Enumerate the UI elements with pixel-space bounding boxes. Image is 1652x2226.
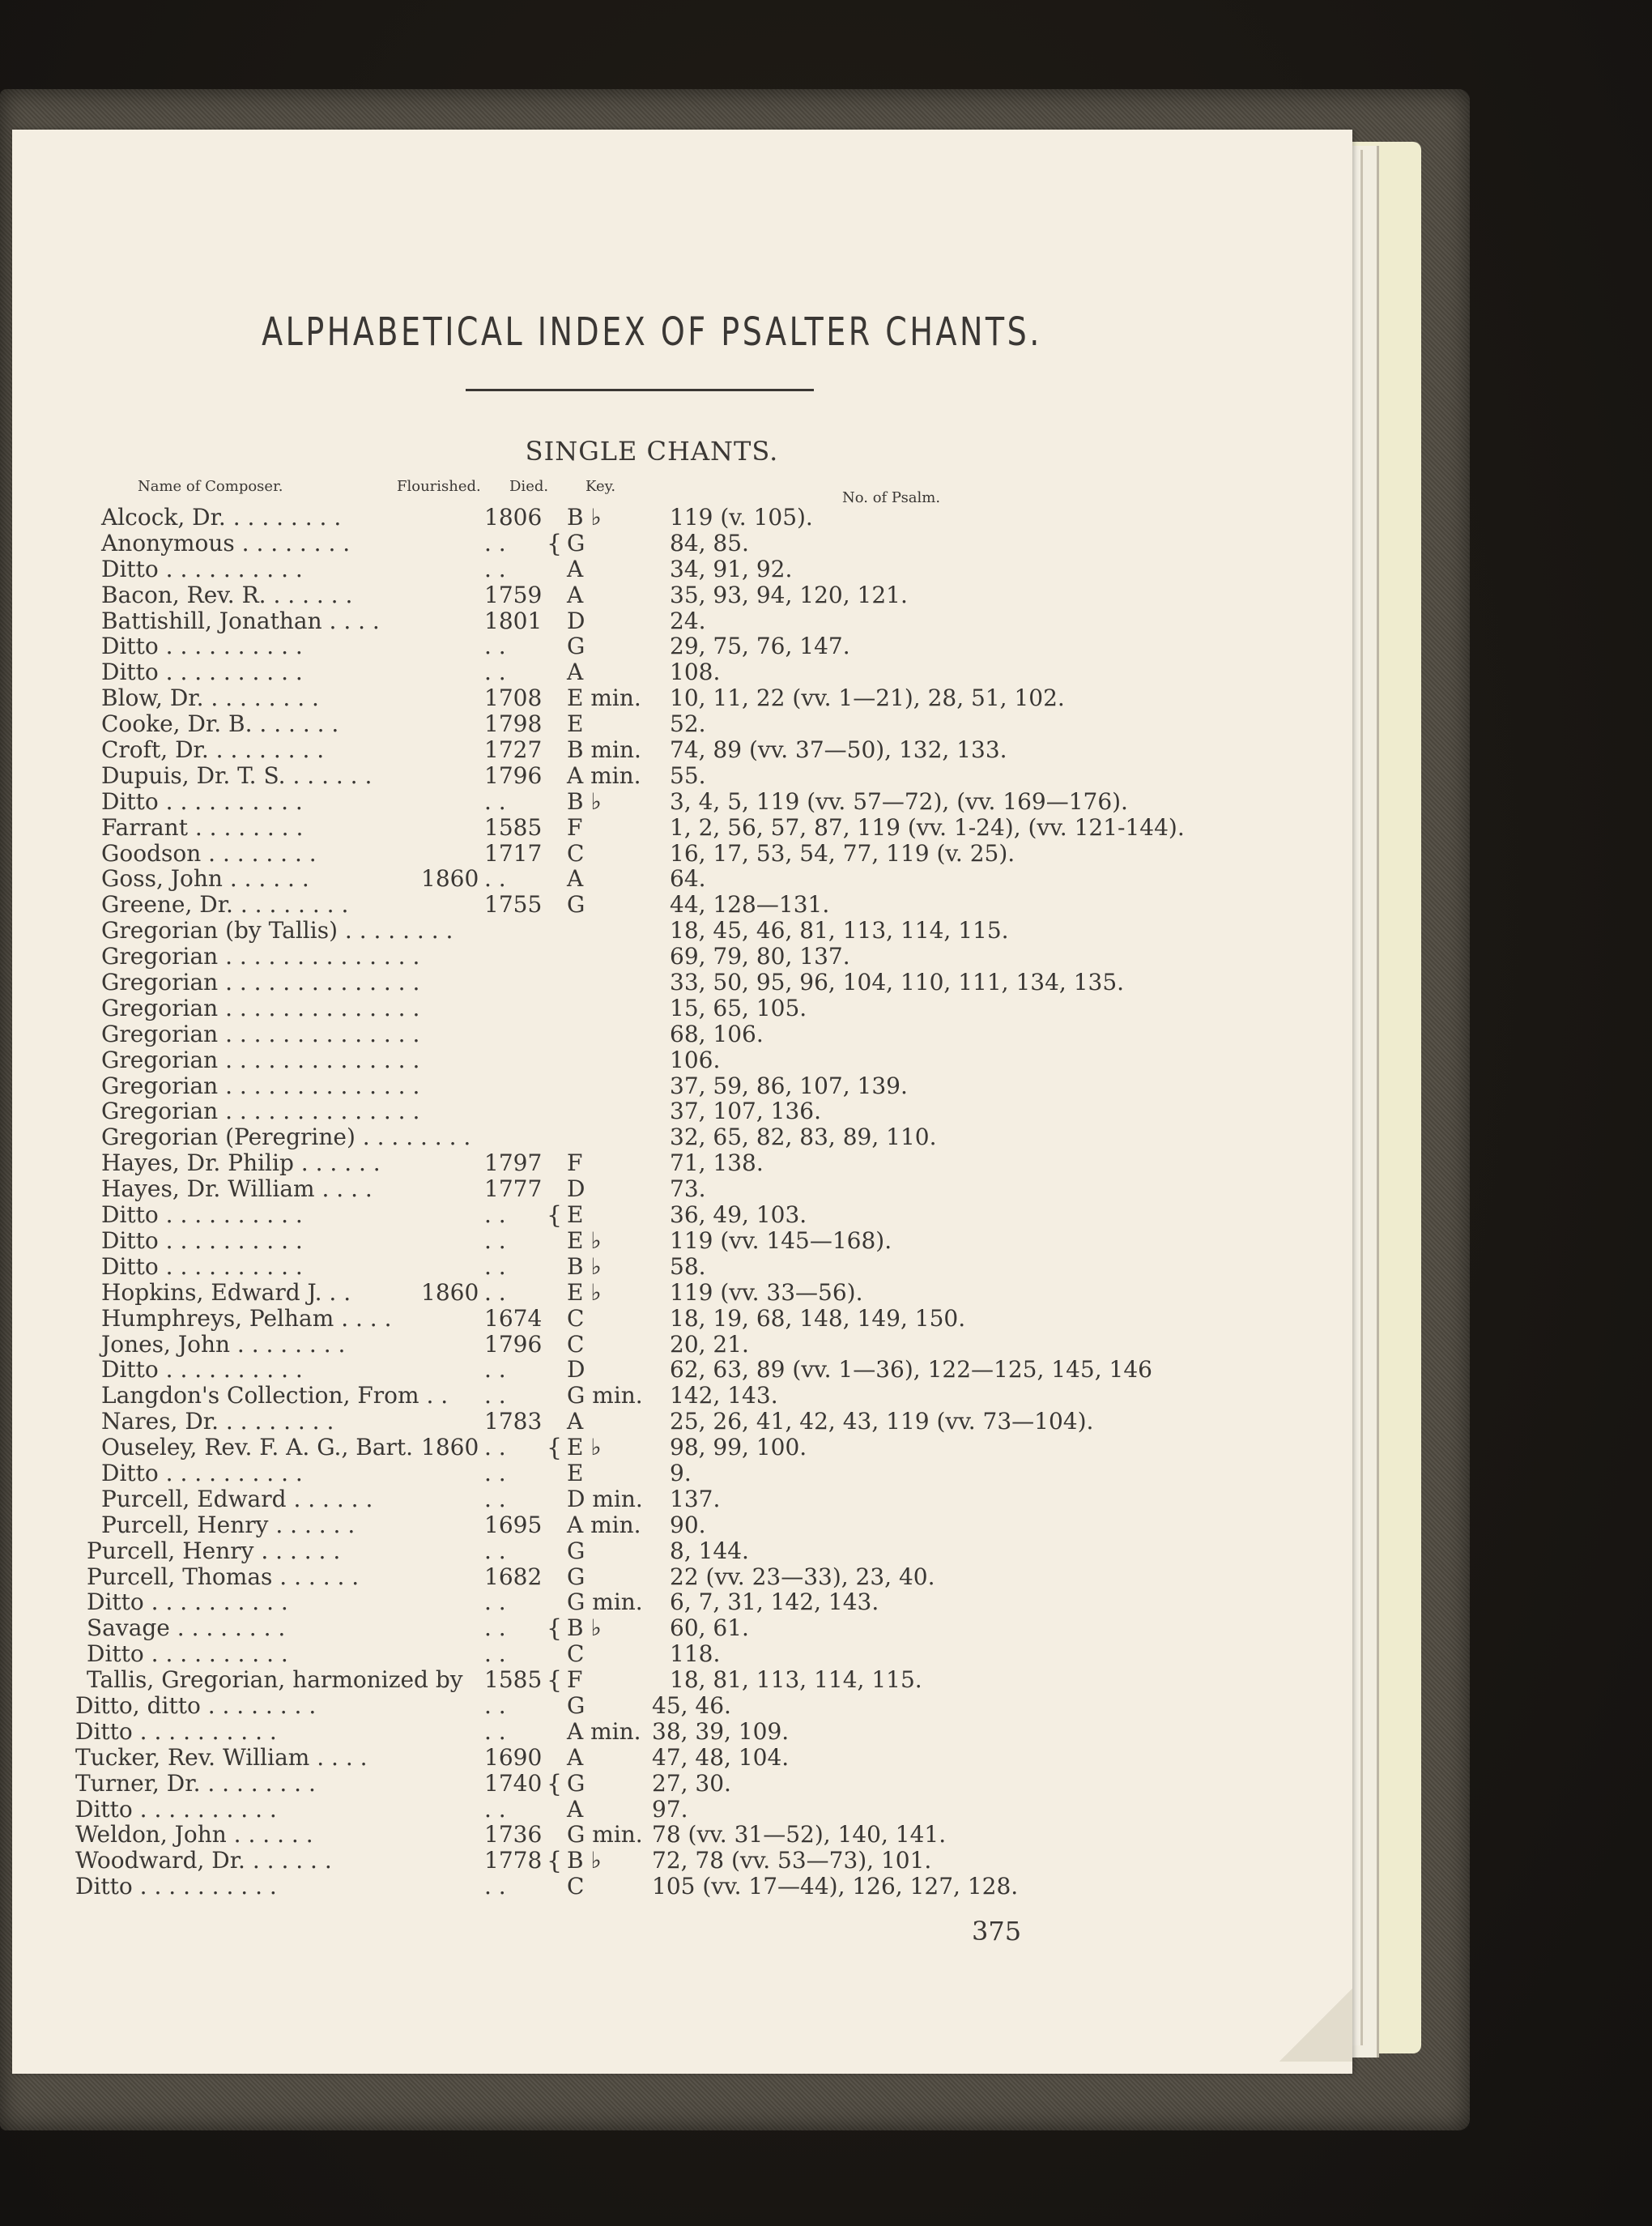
key-cell: A: [567, 659, 584, 686]
table-row: [12, 1047, 1227, 1072]
psalm-cell: 97.: [652, 1795, 688, 1823]
key-cell: E ♭: [567, 1278, 602, 1306]
psalm-cell: 119 (vv. 33—56).: [670, 1278, 863, 1306]
died-cell: 1806: [484, 504, 543, 531]
psalm-cell: 18, 81, 113, 114, 115.: [670, 1666, 922, 1694]
psalm-cell: 27, 30.: [652, 1769, 731, 1797]
key-cell: E: [567, 1459, 584, 1486]
psalm-cell: 18, 45, 46, 81, 113, 114, 115.: [670, 917, 1009, 945]
composer-cell: Bacon, Rev. R. . . . . . .: [101, 581, 353, 608]
header-flourished: Flourished.: [397, 478, 481, 495]
psalm-cell: 71, 138.: [670, 1149, 764, 1177]
table-row: [12, 684, 1227, 710]
table-row: [12, 504, 1227, 530]
table-row: [12, 1279, 1227, 1305]
composer-cell: Savage . . . . . . . .: [87, 1614, 286, 1642]
died-cell: 1759: [484, 581, 543, 608]
table-row: [12, 1614, 1227, 1644]
table-row: [12, 582, 1227, 608]
brace-mark: {: [547, 1666, 563, 1695]
composer-cell: Purcell, Edward . . . . . .: [101, 1485, 373, 1512]
psalm-cell: 44, 128—131.: [670, 891, 830, 919]
psalm-cell: 18, 19, 68, 148, 149, 150.: [670, 1304, 966, 1332]
died-cell: . .: [484, 1537, 506, 1564]
composer-cell: Ditto . . . . . . . . . .: [101, 1201, 303, 1229]
psalm-cell: 1, 2, 56, 57, 87, 119 (vv. 1-24), (vv. 121-144).: [670, 813, 1185, 841]
table-row: [12, 1253, 1227, 1279]
died-cell: . .: [484, 1485, 506, 1512]
composer-cell: Gregorian . . . . . . . . . . . . . .: [101, 1046, 420, 1073]
composer-cell: Gregorian . . . . . . . . . . . . . .: [101, 994, 420, 1021]
key-cell: G min.: [567, 1382, 643, 1409]
table-row: [12, 969, 1227, 995]
died-cell: . .: [484, 1795, 506, 1823]
died-cell: 1755: [484, 891, 543, 919]
table-row: [12, 1356, 1227, 1382]
psalm-cell: 6, 7, 31, 142, 143.: [670, 1588, 879, 1616]
table-row: [12, 943, 1227, 969]
composer-cell: Ditto . . . . . . . . . .: [101, 555, 303, 582]
composer-cell: Goodson . . . . . . . .: [101, 839, 317, 867]
composer-cell: Tucker, Rev. William . . . .: [75, 1743, 368, 1771]
table-row: [12, 1770, 1227, 1796]
key-cell: G min.: [567, 1821, 643, 1849]
table-row: [12, 1408, 1227, 1434]
header-psalm: No. of Psalm.: [842, 489, 941, 506]
psalm-cell: 72, 78 (vv. 53—73), 101.: [652, 1847, 932, 1874]
died-cell: 1796: [484, 761, 543, 789]
composer-cell: Jones, John . . . . . . . .: [101, 1330, 346, 1358]
psalm-cell: 137.: [670, 1485, 721, 1512]
psalm-cell: 58.: [670, 1252, 706, 1280]
key-cell: D: [567, 1356, 585, 1384]
composer-cell: Farrant . . . . . . . .: [101, 813, 304, 841]
psalm-cell: 15, 65, 105.: [670, 994, 807, 1021]
died-cell: . .: [484, 1873, 506, 1900]
composer-cell: Ouseley, Rev. F. A. G., Bart.: [101, 1434, 414, 1461]
died-cell: . .: [484, 1588, 506, 1616]
composer-cell: Ditto . . . . . . . . . .: [101, 1459, 303, 1486]
composer-cell: Dupuis, Dr. T. S. . . . . . .: [101, 761, 373, 789]
table-row: [12, 814, 1227, 840]
composer-cell: Ditto . . . . . . . . . .: [101, 1356, 303, 1384]
died-cell: 1674: [484, 1304, 543, 1332]
table-row: [12, 1563, 1227, 1589]
composer-cell: Gregorian . . . . . . . . . . . . . .: [101, 1072, 420, 1099]
table-row: [12, 1331, 1227, 1357]
psalm-cell: 119 (vv. 145—168).: [670, 1226, 892, 1254]
composer-cell: Turner, Dr. . . . . . . . .: [75, 1769, 316, 1797]
died-cell: 1798: [484, 710, 543, 738]
psalm-cell: 45, 46.: [652, 1691, 731, 1719]
died-cell: 1783: [484, 1408, 543, 1435]
psalm-cell: 35, 93, 94, 120, 121.: [670, 581, 908, 608]
brace-mark: {: [547, 1434, 563, 1463]
composer-cell: Nares, Dr. . . . . . . . .: [101, 1408, 334, 1435]
died-cell: . .: [484, 865, 506, 893]
table-row: [12, 840, 1227, 866]
key-cell: A min.: [567, 761, 641, 789]
composer-cell: Ditto . . . . . . . . . .: [87, 1588, 288, 1616]
died-cell: . .: [484, 529, 506, 556]
flourished-cell: 1860: [421, 1434, 479, 1461]
died-cell: 1778: [484, 1847, 543, 1874]
key-cell: A: [567, 1743, 584, 1771]
died-cell: 1727: [484, 736, 543, 764]
brace-mark: {: [547, 529, 563, 558]
psalm-cell: 24.: [670, 607, 706, 634]
composer-cell: Ditto . . . . . . . . . .: [75, 1873, 277, 1900]
key-cell: D: [567, 1175, 585, 1203]
key-cell: C: [567, 839, 585, 867]
composer-cell: Woodward, Dr. . . . . . .: [75, 1847, 332, 1874]
composer-cell: Purcell, Henry . . . . . .: [101, 1511, 356, 1538]
composer-cell: Ditto . . . . . . . . . .: [101, 1226, 303, 1254]
psalm-cell: 69, 79, 80, 137.: [670, 943, 850, 970]
composer-cell: Ditto . . . . . . . . . .: [87, 1640, 288, 1668]
key-cell: F: [567, 813, 583, 841]
key-cell: C: [567, 1640, 585, 1668]
book-page: [12, 130, 1352, 2074]
key-cell: B ♭: [567, 1614, 602, 1642]
page-corner-fold: [1279, 1989, 1352, 2062]
died-cell: . .: [484, 1459, 506, 1486]
composer-cell: Gregorian . . . . . . . . . . . . . .: [101, 1020, 420, 1047]
key-cell: A: [567, 1408, 584, 1435]
key-cell: E ♭: [567, 1226, 602, 1254]
died-cell: . .: [484, 1226, 506, 1254]
key-cell: G: [567, 1563, 585, 1590]
died-cell: 1736: [484, 1821, 543, 1849]
table-row: [12, 1149, 1227, 1175]
table-row: [12, 1434, 1227, 1463]
composer-cell: Croft, Dr. . . . . . . . .: [101, 736, 325, 764]
flourished-cell: 1860: [421, 865, 479, 893]
brace-mark: {: [547, 1847, 563, 1876]
psalm-cell: 8, 144.: [670, 1537, 749, 1564]
died-cell: 1717: [484, 839, 543, 867]
composer-cell: Ditto, ditto . . . . . . . .: [75, 1691, 317, 1719]
key-cell: G: [567, 1537, 585, 1564]
table-row: [12, 1873, 1227, 1899]
psalm-cell: 37, 59, 86, 107, 139.: [670, 1072, 908, 1099]
table-row: [12, 1175, 1227, 1201]
key-cell: E ♭: [567, 1434, 602, 1461]
died-cell: 1690: [484, 1743, 543, 1771]
died-cell: 1695: [484, 1511, 543, 1538]
table-row: [12, 1486, 1227, 1512]
table-row: [12, 1512, 1227, 1537]
table-row: [12, 1847, 1227, 1876]
table-row: [12, 788, 1227, 814]
table-row: [12, 917, 1227, 943]
died-cell: . .: [484, 1278, 506, 1306]
died-cell: . .: [484, 1252, 506, 1280]
psalm-cell: 142, 143.: [670, 1382, 778, 1409]
died-cell: . .: [484, 787, 506, 815]
composer-cell: Gregorian . . . . . . . . . . . . . .: [101, 943, 420, 970]
table-row: [12, 1021, 1227, 1047]
psalm-cell: 55.: [670, 761, 706, 789]
key-cell: B ♭: [567, 787, 602, 815]
header-died: Died.: [509, 478, 549, 495]
composer-cell: Purcell, Thomas . . . . . .: [87, 1563, 360, 1590]
key-cell: B min.: [567, 736, 641, 764]
table-row: [12, 891, 1227, 917]
composer-cell: Greene, Dr. . . . . . . . .: [101, 891, 349, 919]
key-cell: E: [567, 710, 584, 738]
died-cell: . .: [484, 1614, 506, 1642]
brace-mark: {: [547, 1201, 563, 1230]
psalm-cell: 64.: [670, 865, 706, 893]
composer-cell: Ditto . . . . . . . . . .: [101, 1252, 303, 1280]
composer-cell: Weldon, John . . . . . .: [75, 1821, 313, 1849]
key-cell: B ♭: [567, 1252, 602, 1280]
table-row: [12, 1588, 1227, 1614]
table-row: [12, 1718, 1227, 1744]
psalm-cell: 73.: [670, 1175, 706, 1203]
chant-index-table: [12, 504, 1227, 1899]
table-row: [12, 1382, 1227, 1408]
psalm-cell: 36, 49, 103.: [670, 1201, 807, 1229]
composer-cell: Anonymous . . . . . . . .: [101, 529, 351, 556]
psalm-cell: 10, 11, 22 (vv. 1—21), 28, 51, 102.: [670, 684, 1065, 712]
psalm-cell: 52.: [670, 710, 706, 738]
composer-cell: Hayes, Dr. William . . . .: [101, 1175, 373, 1203]
key-cell: G: [567, 1769, 585, 1797]
psalm-cell: 78 (vv. 31—52), 140, 141.: [652, 1821, 947, 1849]
table-row: [12, 762, 1227, 788]
died-cell: 1585: [484, 813, 543, 841]
header-composer: Name of Composer.: [138, 478, 283, 495]
psalm-cell: 106.: [670, 1046, 721, 1073]
composer-cell: Langdon's Collection, From . .: [101, 1382, 449, 1409]
died-cell: . .: [484, 555, 506, 582]
brace-mark: {: [547, 1769, 563, 1798]
psalm-cell: 119 (v. 105).: [670, 504, 813, 531]
composer-cell: Ditto . . . . . . . . . .: [101, 659, 303, 686]
psalm-cell: 25, 26, 41, 42, 43, 119 (vv. 73—104).: [670, 1408, 1094, 1435]
table-row: [12, 995, 1227, 1021]
table-row: [12, 556, 1227, 582]
composer-cell: Ditto . . . . . . . . . .: [101, 633, 303, 660]
key-cell: A: [567, 581, 584, 608]
composer-cell: Tallis, Gregorian, harmonized by: [87, 1666, 463, 1694]
died-cell: . .: [484, 1717, 506, 1745]
key-cell: E: [567, 1201, 584, 1229]
key-cell: B ♭: [567, 504, 602, 531]
table-row: [12, 1124, 1227, 1149]
composer-cell: Goss, John . . . . . .: [101, 865, 309, 893]
header-key: Key.: [585, 478, 616, 495]
key-cell: G: [567, 1691, 585, 1719]
psalm-cell: 84, 85.: [670, 529, 749, 556]
died-cell: 1585: [484, 1666, 543, 1694]
composer-cell: Ditto . . . . . . . . . .: [101, 787, 303, 815]
died-cell: . .: [484, 1640, 506, 1668]
key-cell: G: [567, 891, 585, 919]
died-cell: 1740: [484, 1769, 543, 1797]
died-cell: . .: [484, 633, 506, 660]
table-row: [12, 865, 1227, 891]
psalm-cell: 32, 65, 82, 83, 89, 110.: [670, 1124, 937, 1151]
key-cell: A: [567, 555, 584, 582]
died-cell: 1708: [484, 684, 543, 712]
title-rule: [466, 389, 814, 391]
psalm-cell: 9.: [670, 1459, 692, 1486]
psalm-cell: 29, 75, 76, 147.: [670, 633, 850, 660]
flourished-cell: 1860: [421, 1278, 479, 1306]
died-cell: . .: [484, 1382, 506, 1409]
composer-cell: Ditto . . . . . . . . . .: [75, 1795, 277, 1823]
psalm-cell: 20, 21.: [670, 1330, 749, 1358]
died-cell: 1801: [484, 607, 543, 634]
table-row: [12, 1072, 1227, 1098]
composer-cell: Blow, Dr. . . . . . . . .: [101, 684, 319, 712]
composer-cell: Alcock, Dr. . . . . . . . .: [101, 504, 342, 531]
psalm-cell: 98, 99, 100.: [670, 1434, 807, 1461]
psalm-cell: 37, 107, 136.: [670, 1098, 822, 1125]
composer-cell: Gregorian (Peregrine) . . . . . . . .: [101, 1124, 471, 1151]
died-cell: 1796: [484, 1330, 543, 1358]
psalm-cell: 90.: [670, 1511, 706, 1538]
key-cell: D: [567, 607, 585, 634]
died-cell: . .: [484, 1201, 506, 1229]
table-row: [12, 1796, 1227, 1822]
key-cell: G min.: [567, 1588, 643, 1616]
table-row: [12, 1227, 1227, 1253]
psalm-cell: 16, 17, 53, 54, 77, 119 (v. 25).: [670, 839, 1015, 867]
table-row: [12, 659, 1227, 684]
key-cell: C: [567, 1330, 585, 1358]
composer-cell: Ditto . . . . . . . . . .: [75, 1717, 277, 1745]
died-cell: 1682: [484, 1563, 543, 1590]
key-cell: A: [567, 1795, 584, 1823]
page-number: 375: [972, 1916, 1022, 1947]
key-cell: C: [567, 1304, 585, 1332]
composer-cell: Gregorian . . . . . . . . . . . . . .: [101, 1098, 420, 1125]
table-row: [12, 608, 1227, 633]
psalm-cell: 74, 89 (vv. 37—50), 132, 133.: [670, 736, 1007, 764]
key-cell: E min.: [567, 684, 641, 712]
psalm-cell: 34, 91, 92.: [670, 555, 793, 582]
key-cell: D min.: [567, 1485, 643, 1512]
table-row: [12, 1201, 1227, 1230]
table-row: [12, 710, 1227, 736]
key-cell: F: [567, 1149, 583, 1177]
key-cell: A min.: [567, 1511, 641, 1538]
psalm-cell: 60, 61.: [670, 1614, 749, 1642]
key-cell: A: [567, 865, 584, 893]
psalm-cell: 38, 39, 109.: [652, 1717, 790, 1745]
section-subtitle: SINGLE CHANTS.: [525, 436, 779, 467]
psalm-cell: 68, 106.: [670, 1020, 764, 1047]
died-cell: . .: [484, 659, 506, 686]
table-row: [12, 1821, 1227, 1847]
key-cell: A min.: [567, 1717, 641, 1745]
died-cell: 1777: [484, 1175, 543, 1203]
composer-cell: Cooke, Dr. B. . . . . . .: [101, 710, 339, 738]
key-cell: G: [567, 633, 585, 660]
key-cell: B ♭: [567, 1847, 602, 1874]
key-cell: F: [567, 1666, 583, 1694]
died-cell: . .: [484, 1434, 506, 1461]
table-row: [12, 736, 1227, 762]
composer-cell: Hopkins, Edward J. . .: [101, 1278, 351, 1306]
brace-mark: {: [547, 1614, 563, 1644]
died-cell: . .: [484, 1356, 506, 1384]
table-row: [12, 1744, 1227, 1770]
psalm-cell: 47, 48, 104.: [652, 1743, 790, 1771]
psalm-cell: 118.: [670, 1640, 721, 1668]
table-row: [12, 1666, 1227, 1695]
table-row: [12, 1098, 1227, 1124]
composer-cell: Purcell, Henry . . . . . .: [87, 1537, 341, 1564]
table-row: [12, 1640, 1227, 1666]
composer-cell: Battishill, Jonathan . . . .: [101, 607, 380, 634]
table-row: [12, 1537, 1227, 1563]
key-cell: G: [567, 529, 585, 556]
died-cell: . .: [484, 1691, 506, 1719]
table-row: [12, 530, 1227, 556]
table-row: [12, 1305, 1227, 1331]
psalm-cell: 3, 4, 5, 119 (vv. 57—72), (vv. 169—176).: [670, 787, 1128, 815]
psalm-cell: 33, 50, 95, 96, 104, 110, 111, 134, 135.: [670, 969, 1125, 996]
composer-cell: Humphreys, Pelham . . . .: [101, 1304, 392, 1332]
psalm-cell: 105 (vv. 17—44), 126, 127, 128.: [652, 1873, 1019, 1900]
key-cell: C: [567, 1873, 585, 1900]
composer-cell: Gregorian (by Tallis) . . . . . . . .: [101, 917, 453, 945]
table-row: [12, 1460, 1227, 1486]
died-cell: 1797: [484, 1149, 543, 1177]
psalm-cell: 108.: [670, 659, 721, 686]
psalm-cell: 62, 63, 89 (vv. 1—36), 122—125, 145, 146: [670, 1356, 1152, 1384]
table-row: [12, 1692, 1227, 1718]
psalm-cell: 22 (vv. 23—33), 23, 40.: [670, 1563, 935, 1590]
table-row: [12, 633, 1227, 659]
composer-cell: Gregorian . . . . . . . . . . . . . .: [101, 969, 420, 996]
page-title: ALPHABETICAL INDEX OF PSALTER CHANTS.: [262, 309, 1042, 355]
composer-cell: Hayes, Dr. Philip . . . . . .: [101, 1149, 381, 1177]
